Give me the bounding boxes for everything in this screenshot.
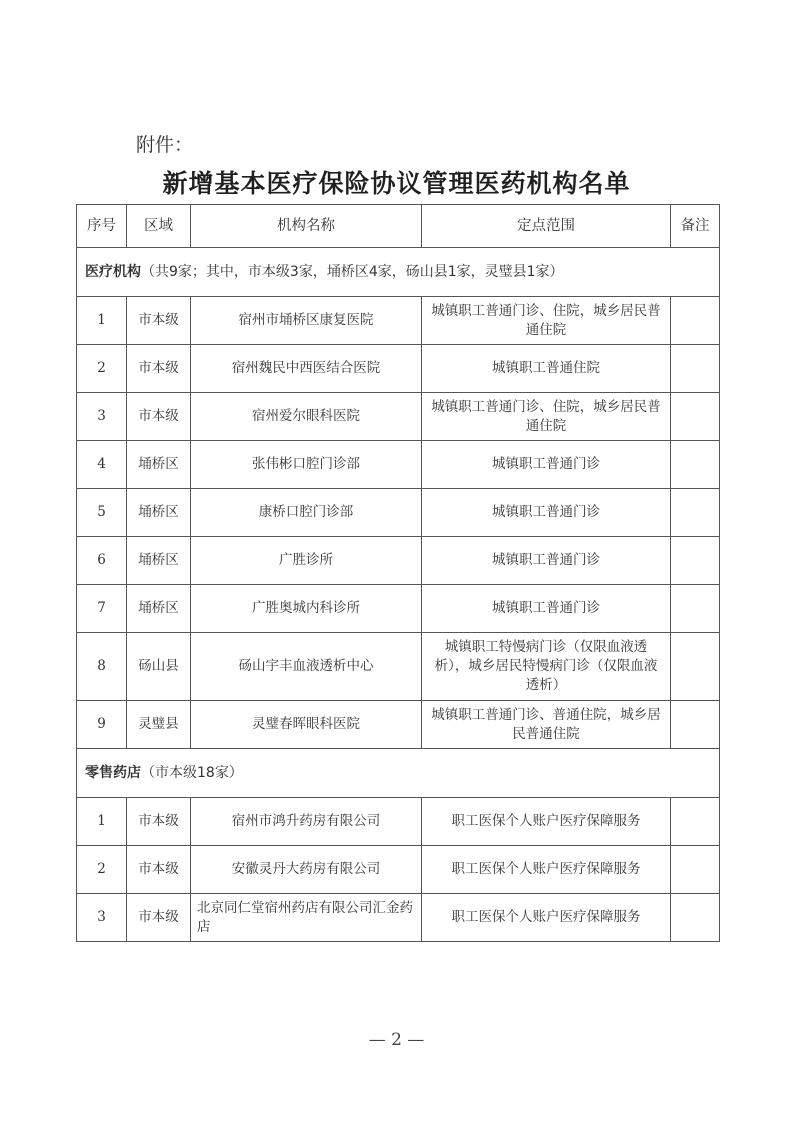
cell-scope: 城镇职工普通门诊、普通住院，城乡居民普通住院	[422, 701, 671, 749]
cell-note	[671, 345, 720, 393]
cell-note	[671, 798, 720, 846]
cell-region: 埇桥区	[127, 441, 191, 489]
page-number: — 2 —	[368, 1030, 425, 1050]
cell-region: 市本级	[127, 894, 191, 942]
table-header-row	[77, 205, 720, 248]
table-row	[77, 441, 720, 489]
cell-name: 广胜诊所	[191, 537, 422, 585]
cell-region: 埇桥区	[127, 489, 191, 537]
header-no: 序号	[77, 205, 127, 248]
cell-scope: 职工医保个人账户医疗保障服务	[422, 798, 671, 846]
cell-name: 砀山宇丰血液透析中心	[191, 633, 422, 701]
cell-region: 埇桥区	[127, 537, 191, 585]
cell-no: 3	[77, 894, 127, 942]
table-row	[77, 798, 720, 846]
table-row	[77, 701, 720, 749]
attachment-label: 附件：	[136, 134, 194, 156]
section-medical-institutions	[77, 248, 720, 297]
cell-no: 5	[77, 489, 127, 537]
section-heading	[77, 248, 720, 297]
cell-scope: 城镇职工普通住院	[422, 345, 671, 393]
table-row	[77, 345, 720, 393]
table-row	[77, 894, 720, 942]
cell-name: 宿州魏民中西医结合医院	[191, 345, 422, 393]
section-detail: （市本级18家）	[141, 764, 243, 781]
section-name: 零售药店	[85, 764, 141, 781]
institution-table	[76, 204, 720, 942]
cell-scope: 城镇职工特慢病门诊（仅限血液透析），城乡居民特慢病门诊（仅限血液透析）	[422, 633, 671, 701]
cell-name: 北京同仁堂宿州药店有限公司汇金药店	[191, 894, 422, 942]
cell-name: 宿州市鸿升药房有限公司	[191, 798, 422, 846]
cell-name: 灵璧春晖眼科医院	[191, 701, 422, 749]
cell-scope: 职工医保个人账户医疗保障服务	[422, 846, 671, 894]
cell-region: 市本级	[127, 393, 191, 441]
cell-region: 砀山县	[127, 633, 191, 701]
section-retail-pharmacies	[77, 749, 720, 798]
cell-no: 9	[77, 701, 127, 749]
cell-note	[671, 393, 720, 441]
table-row	[77, 393, 720, 441]
cell-scope: 城镇职工普通门诊	[422, 441, 671, 489]
table-row	[77, 585, 720, 633]
cell-note	[671, 537, 720, 585]
cell-scope: 职工医保个人账户医疗保障服务	[422, 894, 671, 942]
table-row	[77, 846, 720, 894]
cell-region: 市本级	[127, 846, 191, 894]
cell-no: 1	[77, 798, 127, 846]
cell-note	[671, 297, 720, 345]
section-detail: （共9家；其中，市本级3家，埇桥区4家，砀山县1家，灵璧县1家）	[141, 263, 564, 280]
cell-region: 市本级	[127, 345, 191, 393]
cell-note	[671, 441, 720, 489]
cell-scope: 城镇职工普通门诊	[422, 489, 671, 537]
cell-note	[671, 846, 720, 894]
cell-no: 8	[77, 633, 127, 701]
table-row	[77, 489, 720, 537]
table-row	[77, 633, 720, 701]
cell-no: 4	[77, 441, 127, 489]
header-scope: 定点范围	[422, 205, 671, 248]
table-row	[77, 297, 720, 345]
header-note: 备注	[671, 205, 720, 248]
cell-note	[671, 894, 720, 942]
cell-note	[671, 701, 720, 749]
cell-no: 1	[77, 297, 127, 345]
cell-no: 2	[77, 846, 127, 894]
cell-scope: 城镇职工普通门诊、住院，城乡居民普通住院	[422, 393, 671, 441]
cell-no: 2	[77, 345, 127, 393]
header-region: 区域	[127, 205, 191, 248]
cell-region: 市本级	[127, 798, 191, 846]
cell-region: 市本级	[127, 297, 191, 345]
cell-no: 3	[77, 393, 127, 441]
cell-name: 宿州爱尔眼科医院	[191, 393, 422, 441]
cell-region: 灵璧县	[127, 701, 191, 749]
section-name: 医疗机构	[85, 263, 141, 280]
cell-name: 广胜奥城内科诊所	[191, 585, 422, 633]
cell-note	[671, 489, 720, 537]
section-heading	[77, 749, 720, 798]
cell-scope: 城镇职工普通门诊、住院，城乡居民普通住院	[422, 297, 671, 345]
cell-scope: 城镇职工普通门诊	[422, 537, 671, 585]
cell-no: 6	[77, 537, 127, 585]
cell-scope: 城镇职工普通门诊	[422, 585, 671, 633]
cell-note	[671, 585, 720, 633]
header-name: 机构名称	[191, 205, 422, 248]
cell-name: 宿州市埇桥区康复医院	[191, 297, 422, 345]
document-title: 新增基本医疗保险协议管理医药机构名单	[162, 169, 631, 198]
cell-name: 康桥口腔门诊部	[191, 489, 422, 537]
cell-region: 埇桥区	[127, 585, 191, 633]
table-row	[77, 537, 720, 585]
cell-name: 安徽灵丹大药房有限公司	[191, 846, 422, 894]
cell-note	[671, 633, 720, 701]
cell-name: 张伟彬口腔门诊部	[191, 441, 422, 489]
cell-no: 7	[77, 585, 127, 633]
